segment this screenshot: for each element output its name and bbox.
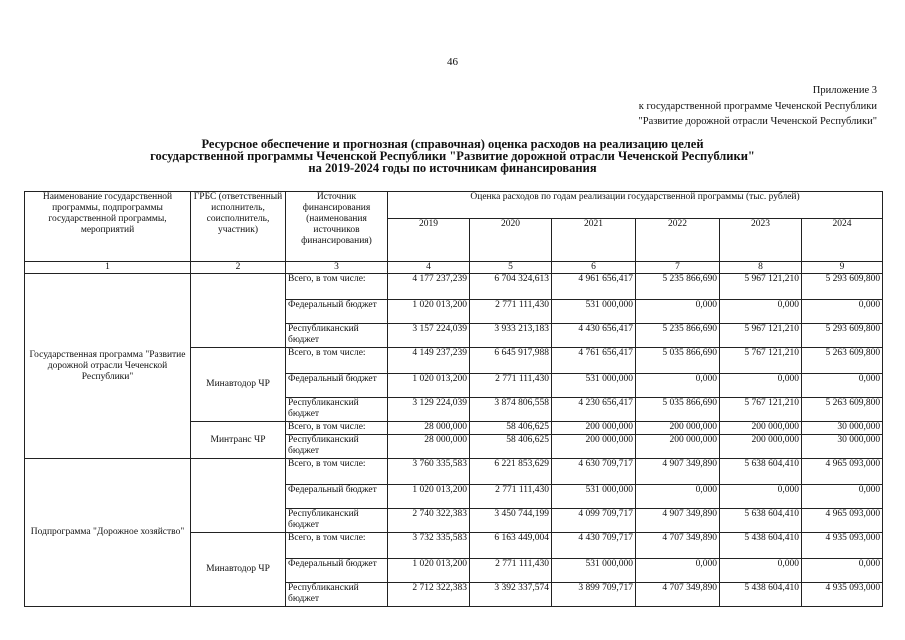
document-title [0,138,905,174]
source-label: Республиканский бюджет [286,398,388,422]
page-number: 46 [447,56,458,68]
amount-cell: 3 760 335,583 [388,459,470,485]
funding-table [24,191,883,607]
amount-cell: 58 406,625 [470,435,552,459]
amount-cell: 5 767 121,210 [720,348,802,374]
amount-cell: 0,000 [802,300,883,324]
source-label: Всего, в том числе: [286,274,388,300]
amount-cell: 3 450 744,199 [470,509,552,533]
amount-cell: 6 221 853,629 [470,459,552,485]
column-index: 1 [25,262,191,274]
amount-cell: 4 761 656,417 [552,348,636,374]
amount-cell: 0,000 [720,559,802,583]
source-label: Федеральный бюджет [286,485,388,509]
amount-cell: 3 933 213,183 [470,324,552,348]
column-index: 8 [720,262,802,274]
grbs-cell: Минавтодор ЧР [191,348,286,422]
column-index: 5 [470,262,552,274]
amount-cell: 3 129 224,039 [388,398,470,422]
amount-cell: 5 967 121,210 [720,324,802,348]
column-index: 3 [286,262,388,274]
amount-cell: 1 020 013,200 [388,374,470,398]
amount-cell: 5 293 609,800 [802,324,883,348]
amount-cell: 0,000 [636,374,720,398]
amount-cell: 4 630 709,717 [552,459,636,485]
amount-cell: 4 430 656,417 [552,324,636,348]
amount-cell: 200 000,000 [720,435,802,459]
amount-cell: 4 965 093,000 [802,459,883,485]
amount-cell: 6 163 449,004 [470,533,552,559]
header-estimate: Оценка расходов по годам реализации государственной программы (тыс. рублей) [388,192,883,219]
amount-cell: 531 000,000 [552,374,636,398]
amount-cell: 200 000,000 [552,422,636,435]
amount-cell: 5 638 604,410 [720,509,802,533]
amount-cell: 4 230 656,417 [552,398,636,422]
amount-cell: 200 000,000 [720,422,802,435]
amount-cell: 0,000 [720,300,802,324]
amount-cell: 2 712 322,383 [388,583,470,607]
header-year: 2023 [720,219,802,262]
source-label: Всего, в том числе: [286,422,388,435]
amount-cell: 200 000,000 [636,422,720,435]
amount-cell: 1 020 013,200 [388,485,470,509]
amount-cell: 0,000 [720,374,802,398]
amount-cell: 3 157 224,039 [388,324,470,348]
amount-cell: 1 020 013,200 [388,559,470,583]
amount-cell: 4 965 093,000 [802,509,883,533]
amount-cell: 5 293 609,800 [802,274,883,300]
amount-cell: 4 707 349,890 [636,533,720,559]
grbs-cell: Минавтодор ЧР [191,533,286,607]
amount-cell: 2 771 111,430 [470,485,552,509]
column-index: 6 [552,262,636,274]
source-label: Республиканский бюджет [286,583,388,607]
amount-cell: 0,000 [802,374,883,398]
amount-cell: 2 740 322,383 [388,509,470,533]
amount-cell: 5 767 121,210 [720,398,802,422]
source-label: Всего, в том числе: [286,459,388,485]
amount-cell: 3 899 709,717 [552,583,636,607]
header-year: 2019 [388,219,470,262]
title-line-1: Ресурсное обеспечение и прогнозная (справочная) оценка расходов на реализацию целей [201,137,704,151]
amount-cell: 28 000,000 [388,435,470,459]
amount-cell: 4 430 709,717 [552,533,636,559]
program-name: Государственная программа "Развитие дорожной отрасли Чеченской Республики" [25,274,191,459]
amount-cell: 4 935 093,000 [802,533,883,559]
grbs-empty [191,459,286,533]
header-year: 2024 [802,219,883,262]
amount-cell: 531 000,000 [552,559,636,583]
header-source: Источник финансирования (наименования источников финансирования) [286,192,388,262]
amount-cell: 4 707 349,890 [636,583,720,607]
amount-cell: 0,000 [636,300,720,324]
amount-cell: 30 000,000 [802,435,883,459]
amount-cell: 4 149 237,239 [388,348,470,374]
title-line-3: на 2019-2024 годы по источникам финансирования [308,161,597,175]
amount-cell: 5 263 609,800 [802,348,883,374]
amount-cell: 5 438 604,410 [720,533,802,559]
header-year: 2021 [552,219,636,262]
amount-cell: 3 874 806,558 [470,398,552,422]
source-label: Республиканский бюджет [286,324,388,348]
source-label: Всего, в том числе: [286,533,388,559]
amount-cell: 3 392 337,574 [470,583,552,607]
amount-cell: 4 099 709,717 [552,509,636,533]
amount-cell: 0,000 [636,485,720,509]
amount-cell: 5 035 866,690 [636,398,720,422]
amount-cell: 58 406,625 [470,422,552,435]
source-label: Федеральный бюджет [286,559,388,583]
source-label: Республиканский бюджет [286,509,388,533]
source-label: Федеральный бюджет [286,374,388,398]
amount-cell: 2 771 111,430 [470,559,552,583]
source-label: Федеральный бюджет [286,300,388,324]
amount-cell: 5 035 866,690 [636,348,720,374]
amount-cell: 5 235 866,690 [636,274,720,300]
amount-cell: 0,000 [802,485,883,509]
amount-cell: 4 907 349,890 [636,459,720,485]
amount-cell: 200 000,000 [636,435,720,459]
title-line-2: государственной программы Чеченской Республики "Развитие дорожной отрасли Чеченской Республики" [150,149,755,163]
grbs-empty [191,274,286,348]
amount-cell: 531 000,000 [552,300,636,324]
amount-cell: 5 438 604,410 [720,583,802,607]
amount-cell: 4 935 093,000 [802,583,883,607]
appendix-number: Приложение 3 [812,85,877,96]
header-year: 2022 [636,219,720,262]
amount-cell: 5 235 866,690 [636,324,720,348]
amount-cell: 2 771 111,430 [470,374,552,398]
amount-cell: 4 961 656,417 [552,274,636,300]
amount-cell: 0,000 [636,559,720,583]
amount-cell: 2 771 111,430 [470,300,552,324]
source-label: Республиканский бюджет [286,435,388,459]
amount-cell: 6 645 917,988 [470,348,552,374]
amount-cell: 0,000 [802,559,883,583]
program-name: Подпрограмма "Дорожное хозяйство" [25,459,191,607]
amount-cell: 5 967 121,210 [720,274,802,300]
amount-cell: 30 000,000 [802,422,883,435]
header-name: Наименование государственной программы, подпрограммы государственной программы, мероприятий [25,192,191,262]
source-label: Всего, в том числе: [286,348,388,374]
column-index: 7 [636,262,720,274]
table-row [25,274,883,300]
amount-cell: 3 732 335,583 [388,533,470,559]
amount-cell: 4 907 349,890 [636,509,720,533]
amount-cell: 5 638 604,410 [720,459,802,485]
amount-cell: 1 020 013,200 [388,300,470,324]
column-index: 9 [802,262,883,274]
amount-cell: 6 704 324,613 [470,274,552,300]
amount-cell: 0,000 [720,485,802,509]
amount-cell: 5 263 609,800 [802,398,883,422]
column-index: 4 [388,262,470,274]
amount-cell: 200 000,000 [552,435,636,459]
table-row [25,459,883,485]
header-grbs: ГРБС (ответственный исполнитель, соисполнитель, участник) [191,192,286,262]
appendix-reference: к государственной программе Чеченской Республики [638,101,877,112]
grbs-cell: Минтранс ЧР [191,422,286,459]
appendix-program-name: "Развитие дорожной отрасли Чеченской Республики" [638,116,877,127]
column-index: 2 [191,262,286,274]
amount-cell: 4 177 237,239 [388,274,470,300]
amount-cell: 531 000,000 [552,485,636,509]
amount-cell: 28 000,000 [388,422,470,435]
header-year: 2020 [470,219,552,262]
